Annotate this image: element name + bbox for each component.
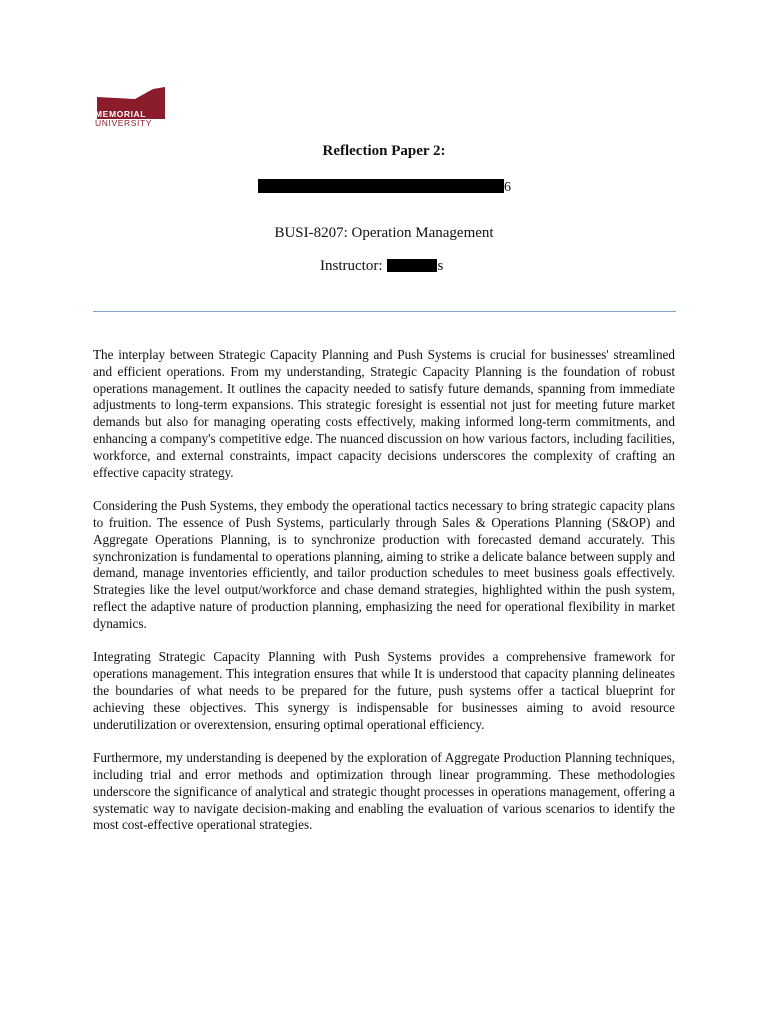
redacted-instructor-name bbox=[387, 259, 437, 272]
logo-wordmark-university: UNIVERSITY bbox=[95, 118, 153, 128]
instructor-suffix: s bbox=[437, 258, 444, 274]
paragraph-2: Considering the Push Systems, they embody the operational tactics necessary to bring strategic capacity plans to fruition. The essence of Push Systems, particularly through Sales & Operations Planning (S&OP) and Aggregate Operations Planning, is to synchronize production with forecasted demand accurately. This synchronization is fundamental to operations planning, aiming to strike a delicate balance between supply and demand, manage inventories efficiently, and tailor production schedules to meet business goals effectively. Strategies like the level output/workforce and chase demand strategies, highlighted within the push system, reflect the adaptive nature of production planning, emphasizing the need for operational flexibility in market dynamics. bbox=[93, 498, 675, 631]
redacted-author-name bbox=[258, 179, 504, 193]
paragraph-4: Furthermore, my understanding is deepened by the exploration of Aggregate Production Planning techniques, including trial and error methods and optimization through linear programming. These methodologies underscore the significance of analytical and strategic thought processes in operations management, offering a systematic way to navigate decision-making and enabling the evaluation of various scenarios to identify the most cost-effective operational strategies. bbox=[93, 750, 675, 833]
paragraph-1: The interplay between Strategic Capacity Planning and Push Systems is crucial for businesses' streamlined and efficient operations. From my understanding, Strategic Capacity Planning is the foundation of robust operations management. It outlines the capacity needed to satisfy future demands, spanning from immediate adjustments to long-term expansions. This strategic foresight is essential not just for meeting future market demands but also for managing operating costs effectively, making informed long-term commitments, and enhancing a company's competitive edge. The nuanced discussion on how various factors, including facilities, workforce, and external constraints, impact capacity decisions underscores the complexity of crafting an effective capacity strategy. bbox=[93, 347, 675, 480]
course-name: BUSI-8207: Operation Management bbox=[274, 225, 494, 241]
paper-title: Reflection Paper 2: bbox=[322, 143, 446, 159]
logo-wordmark-memorial: MEMORIAL bbox=[95, 109, 147, 119]
memorial-university-logo bbox=[95, 87, 167, 131]
instructor-line bbox=[320, 258, 443, 275]
body-text bbox=[93, 347, 675, 851]
author-line bbox=[258, 179, 511, 195]
instructor-label: Instructor: bbox=[320, 258, 383, 274]
paragraph-3: Integrating Strategic Capacity Planning with Push Systems provides a comprehensive framework for operations management. This integration ensures that while It is understood that capacity planning delineates the boundaries of what needs to be prepared for the future, push systems offer a tactical blueprint for achieving these objectives. This synergy is indispensable for businesses aiming to avoid resource underutilization or overextension, ensuring optimal operational efficiency. bbox=[93, 649, 675, 732]
header-divider bbox=[93, 311, 676, 312]
author-suffix: 6 bbox=[504, 180, 511, 195]
